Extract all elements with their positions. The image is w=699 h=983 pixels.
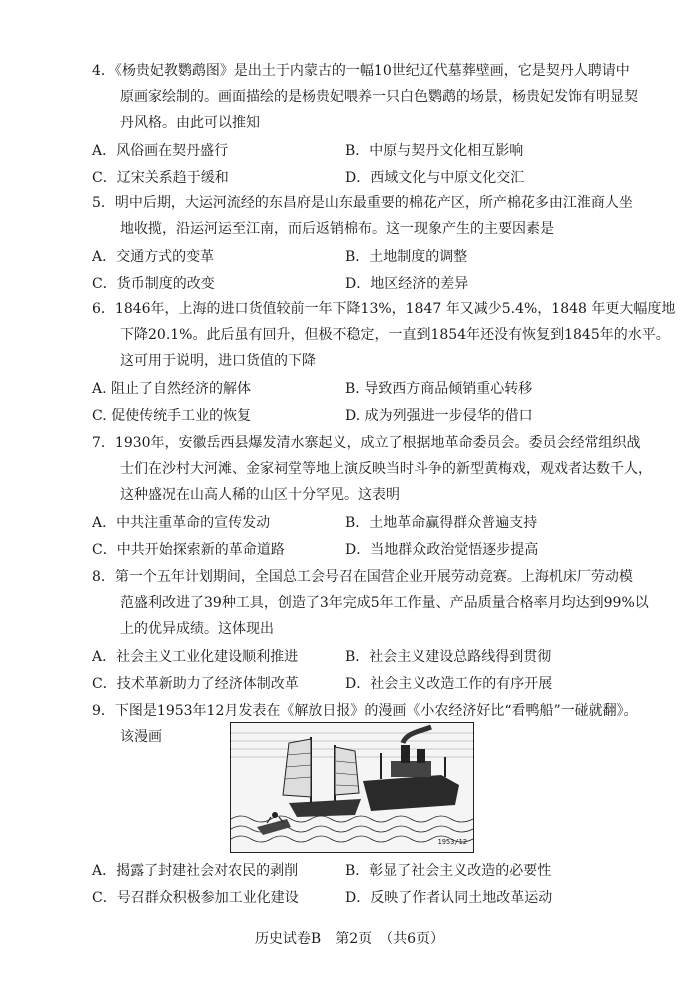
option-c[interactable]: C．辽宋关系趋于缓和 bbox=[92, 170, 229, 186]
option-a[interactable]: A．社会主义工业化建设顺利推进 bbox=[92, 649, 299, 665]
question-6 bbox=[92, 296, 676, 374]
question-stem-line: 下降20.1%。此后虽有回升，但极不稳定，一直到1854年还没有恢复到1845年的水平。 bbox=[120, 327, 670, 343]
question-stem-line: 范盛利改进了39种工具，创造了3年完成5年工作量、产品质量合格率月均达到99%以 bbox=[120, 595, 649, 611]
cartoon-drawing bbox=[231, 723, 473, 852]
option-a[interactable]: A．交通方式的变革 bbox=[92, 249, 215, 265]
option-b[interactable]: B．土地制度的调整 bbox=[345, 249, 468, 265]
cartoon-image bbox=[230, 722, 474, 853]
option-d[interactable]: D．社会主义改造工作的有序开展 bbox=[345, 676, 553, 692]
option-b[interactable]: B. 导致西方商品倾销重心转移 bbox=[345, 381, 533, 397]
question-stem-line: 8．第一个五年计划期间，全国总工会号召在国营企业开展劳动竞赛。上海机床厂劳动模 bbox=[92, 569, 633, 585]
question-stem-line: 原画家绘制的。画面描绘的是杨贵妃喂养一只白色鹦鹉的场景，杨贵妃发饰有明显契 bbox=[120, 89, 638, 105]
question-8 bbox=[92, 564, 662, 642]
option-d[interactable]: D．反映了作者认同土地改革运动 bbox=[345, 890, 553, 906]
question-8-options bbox=[92, 644, 662, 698]
option-c[interactable]: C. 促使传统手工业的恢复 bbox=[92, 408, 252, 424]
question-7 bbox=[92, 430, 662, 508]
option-d[interactable]: D. 成为列强进一步侵华的借口 bbox=[345, 408, 533, 424]
question-stem-line: 士们在沙村大河滩、金家祠堂等地上演反映当时斗争的新型黄梅戏，观戏者达数千人， bbox=[120, 461, 652, 477]
question-stem-line: 丹风格。由此可以推知 bbox=[120, 115, 260, 131]
question-stem-line: 4．《杨贵妃教鹦鹉图》是出土于内蒙古的一幅10世纪辽代墓葬壁画，它是契丹人聘请中 bbox=[92, 63, 630, 79]
question-stem-line: 地收揽，沿运河运至江南，而后返销棉布。这一现象产生的主要因素是 bbox=[120, 221, 554, 237]
question-9-options bbox=[92, 858, 662, 912]
option-d[interactable]: D．地区经济的差异 bbox=[345, 276, 469, 292]
cartoon-date-label: 1953/12 bbox=[437, 838, 467, 846]
question-stem-line: 9．下图是1953年12月发表在《解放日报》的漫画《小农经济好比“看鸭船”一碰就翻》。 bbox=[92, 703, 638, 719]
option-c[interactable]: C．中共开始探索新的革命道路 bbox=[92, 542, 285, 558]
option-b[interactable]: B．社会主义建设总路线得到贯彻 bbox=[345, 649, 552, 665]
question-7-options bbox=[92, 510, 662, 564]
question-stem-line: 这可用于说明，进口货值的下降 bbox=[120, 353, 316, 369]
option-a[interactable]: A．揭露了封建社会对农民的剥削 bbox=[92, 863, 299, 879]
steamship-drawing bbox=[363, 727, 459, 811]
question-stem-line: 该漫画 bbox=[120, 729, 162, 745]
option-c[interactable]: C．号召群众积极参加工业化建设 bbox=[92, 890, 299, 906]
question-stem-line: 7．1930年，安徽岳西县爆发清水寨起义，成立了根据地革命委员会。委员会经常组织战 bbox=[92, 435, 641, 451]
option-b[interactable]: B．土地革命赢得群众普遍支持 bbox=[345, 515, 538, 531]
option-a[interactable]: A. 阻止了自然经济的解体 bbox=[92, 381, 252, 397]
question-6-options bbox=[92, 376, 662, 430]
question-stem-line: 5．明中后期，大运河流经的东昌府是山东最重要的棉花产区，所产棉花多由江淮商人坐 bbox=[92, 195, 633, 211]
option-d[interactable]: D．西域文化与中原文化交汇 bbox=[345, 170, 525, 186]
question-4-options bbox=[92, 138, 662, 192]
capsizing-boat-drawing bbox=[257, 812, 291, 835]
option-d[interactable]: D．当地群众政治觉悟逐步提高 bbox=[345, 542, 539, 558]
option-a[interactable]: A．风俗画在契丹盛行 bbox=[92, 143, 229, 159]
question-5-options bbox=[92, 244, 662, 298]
question-stem-line: 这种盛况在山高人稀的山区十分罕见。这表明 bbox=[120, 487, 400, 503]
option-a[interactable]: A．中共注重革命的宣传发动 bbox=[92, 515, 271, 531]
question-5 bbox=[92, 190, 662, 242]
option-c[interactable]: C．技术革新助力了经济体制改革 bbox=[92, 676, 299, 692]
option-b[interactable]: B．彰显了社会主义改造的必要性 bbox=[345, 863, 552, 879]
question-stem-line: 上的优异成绩。这体现出 bbox=[120, 621, 274, 637]
page-footer: 历史试卷B 第2页 （共6页） bbox=[254, 931, 445, 947]
question-stem-line: 6．1846年，上海的进口货值较前一年下降13%，1847 年又减少5.4%，1848 年更大幅度地 bbox=[92, 301, 676, 317]
option-c[interactable]: C．货币制度的改变 bbox=[92, 276, 215, 292]
option-b[interactable]: B．中原与契丹文化相互影响 bbox=[345, 143, 524, 159]
question-4 bbox=[92, 58, 662, 136]
